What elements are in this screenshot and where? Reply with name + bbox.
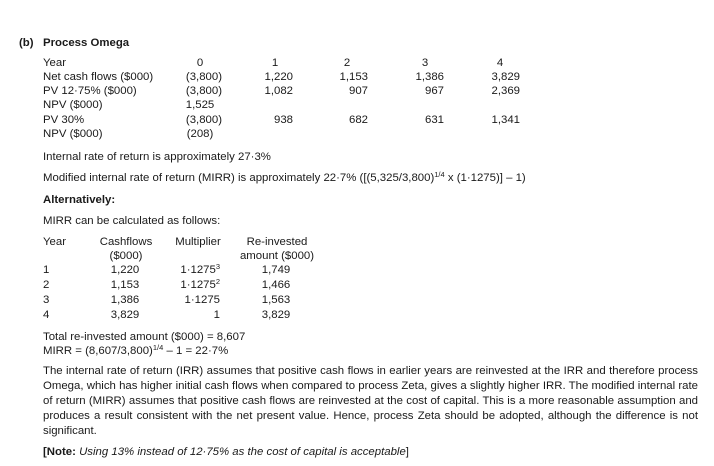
year-header-1: 1	[271, 57, 279, 69]
mirr-row-reinvested: 1,563	[261, 294, 291, 306]
irr-statement: Internal rate of return is approximately 27·3%	[43, 151, 271, 163]
mirr-formula: MIRR = $(8,607/3,800)^{1/4} - 1 = 22\cdot 7\%$	[43, 343, 229, 357]
conclusion-paragraph: The internal rate of return (IRR) assumes that positive cash flows in earlier years are reinvested at the IRR and therefore process Omega, which has higher initial cash flows when compared to process Zeta, gives a slightly higher IRR. The modified internal rate of return (MIRR) assumes that positive cash flows are reinvested at the cost of capital. This is a more reasonable assumption and produces a result consistent with the net present value. Hence, process Zeta should be adopted, although the difference is not significant.	[43, 365, 698, 437]
year-header-2: 2	[343, 57, 351, 69]
mirr-row-multiplier: 1·1275	[184, 294, 220, 306]
table-cell: 1,525	[185, 99, 215, 111]
table-cell: 1,153	[339, 71, 368, 83]
mirr-row-multiplier: $1\cdot 1275^3$	[180, 262, 220, 276]
mirr-calc-intro: MIRR can be calculated as follows:	[43, 215, 221, 227]
mirr-row-year: 2	[43, 279, 50, 291]
table-cell: 1,386	[415, 71, 444, 83]
mirr-statement: Modified internal rate of return (MIRR) is approximately 22·7% ([$(5,325/3,800)^{1/4}$ x (1·1275)] – 1)	[43, 170, 526, 184]
mirr-row-reinvested: 1,466	[261, 279, 291, 291]
mirr-row-reinvested: 1,749	[261, 264, 291, 276]
table-cell: (208)	[186, 128, 214, 140]
year-header-0: 0	[196, 57, 204, 69]
mirr-header-cashflows-unit: ($000)	[109, 250, 143, 262]
mirr-row-multiplier: 1	[213, 309, 220, 321]
section-letter: (b)	[19, 37, 34, 49]
table-cell: 967	[424, 85, 444, 97]
row-label-npv: NPV ($000)	[43, 99, 103, 111]
row-label-pv-30: PV 30%	[43, 114, 85, 126]
table-cell: 907	[348, 85, 368, 97]
mirr-row-year: 3	[43, 294, 50, 306]
year-header-3: 3	[421, 57, 429, 69]
table-cell: 631	[424, 114, 444, 126]
mirr-row-year: 4	[43, 309, 50, 321]
year-header-4: 4	[496, 57, 504, 69]
mirr-row-cashflow: 1,386	[110, 294, 140, 306]
mirr-row-cashflow: 1,220	[110, 264, 140, 276]
alternatively-heading: Alternatively:	[43, 194, 116, 206]
table-cell: (3,800)	[185, 71, 222, 83]
table-cell: 938	[273, 114, 293, 126]
table-cell: 1,341	[491, 114, 520, 126]
table-cell: (3,800)	[185, 114, 222, 126]
mirr-header-multiplier: Multiplier	[175, 236, 221, 248]
table-cell: 682	[348, 114, 368, 126]
row-label-npv: NPV ($000)	[43, 128, 103, 140]
mirr-row-cashflow: 3,829	[110, 309, 140, 321]
table-cell: (3,800)	[185, 85, 222, 97]
note: [Note: Using 13% instead of 12·75% as the cost of capital is acceptable]	[43, 446, 409, 458]
row-label-pv-1275: PV 12·75% ($000)	[43, 85, 137, 97]
mirr-header-cashflows: Cashflows	[99, 236, 153, 248]
mirr-row-year: 1	[43, 264, 50, 276]
mirr-header-reinvested: Re-invested	[246, 236, 308, 248]
mirr-header-reinvested-unit: amount ($000)	[239, 250, 315, 262]
section-title: Process Omega	[43, 37, 130, 49]
mirr-row-reinvested: 3,829	[261, 309, 291, 321]
row-label-net-cash-flows: Net cash flows ($000)	[43, 71, 154, 83]
total-reinvested: Total re-invested amount ($000) = 8,607	[43, 331, 246, 343]
mirr-row-cashflow: 1,153	[110, 279, 140, 291]
table-cell: 2,369	[491, 85, 520, 97]
table-cell: 1,220	[264, 71, 293, 83]
year-header-label: Year	[43, 57, 67, 69]
mirr-header-year: Year	[43, 236, 67, 248]
mirr-row-multiplier: $1\cdot 1275^2$	[180, 277, 220, 291]
table-cell: 3,829	[491, 71, 520, 83]
table-cell: 1,082	[264, 85, 293, 97]
